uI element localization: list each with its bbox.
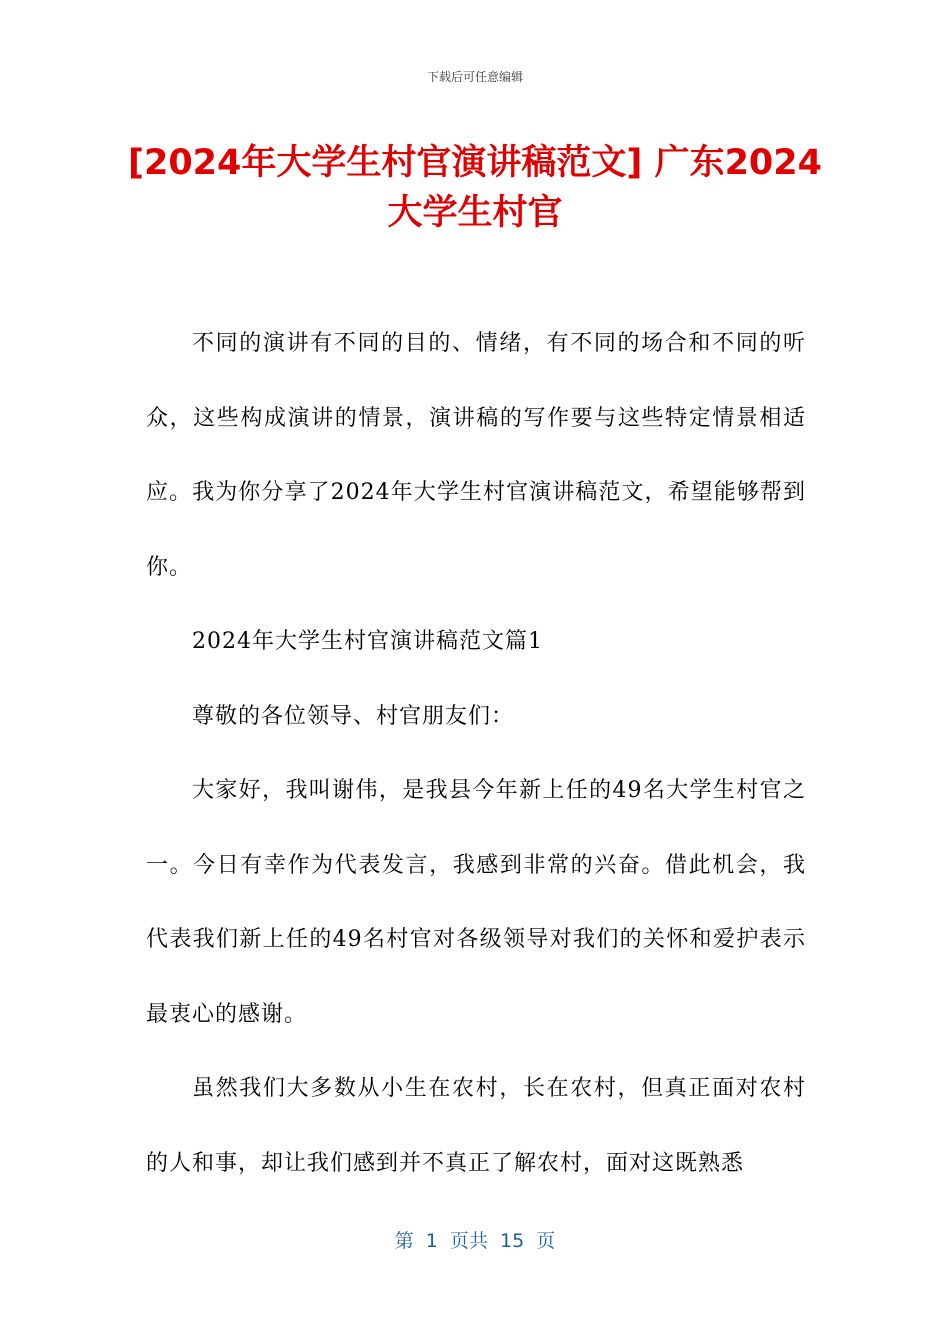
intro-paragraph: 不同的演讲有不同的目的、情绪，有不同的场合和不同的听众，这些构成演讲的情景，演讲稿的写作要与这些特定情景相适应。我为你分享了2024年大学生村官演讲稿范文，希望能够帮到你。: [146, 331, 806, 580]
document-title: [120, 138, 830, 238]
header-note: 下载后可任意编辑: [426, 70, 523, 84]
title-line-2: 大学生村官: [387, 193, 563, 233]
salutation-paragraph: 尊敬的各位领导、村官朋友们：: [192, 703, 515, 729]
title-line-1: [2024年大学生村官演讲稿范文] 广东2024: [127, 143, 822, 183]
document-body: [146, 307, 806, 1201]
section-heading: 2024年大学生村官演讲稿范文篇1: [192, 629, 543, 654]
speech-paragraph: 大家好，我叫谢伟，是我县今年新上任的49名大学生村官之一。今日有幸作为代表发言，我感到非常的兴奋。借此机会，我代表我们新上任的49名村官对各级领导对我们的关怀和爱护表示最衷心的感谢。: [146, 778, 806, 1027]
page-number-footer: 第 1 页共 15 页: [394, 1230, 556, 1252]
speech-paragraph: 虽然我们大多数从小生在农村，长在农村，但真正面对农村的人和事，却让我们感到并不真正了解农村，面对这既熟悉: [146, 1076, 806, 1176]
